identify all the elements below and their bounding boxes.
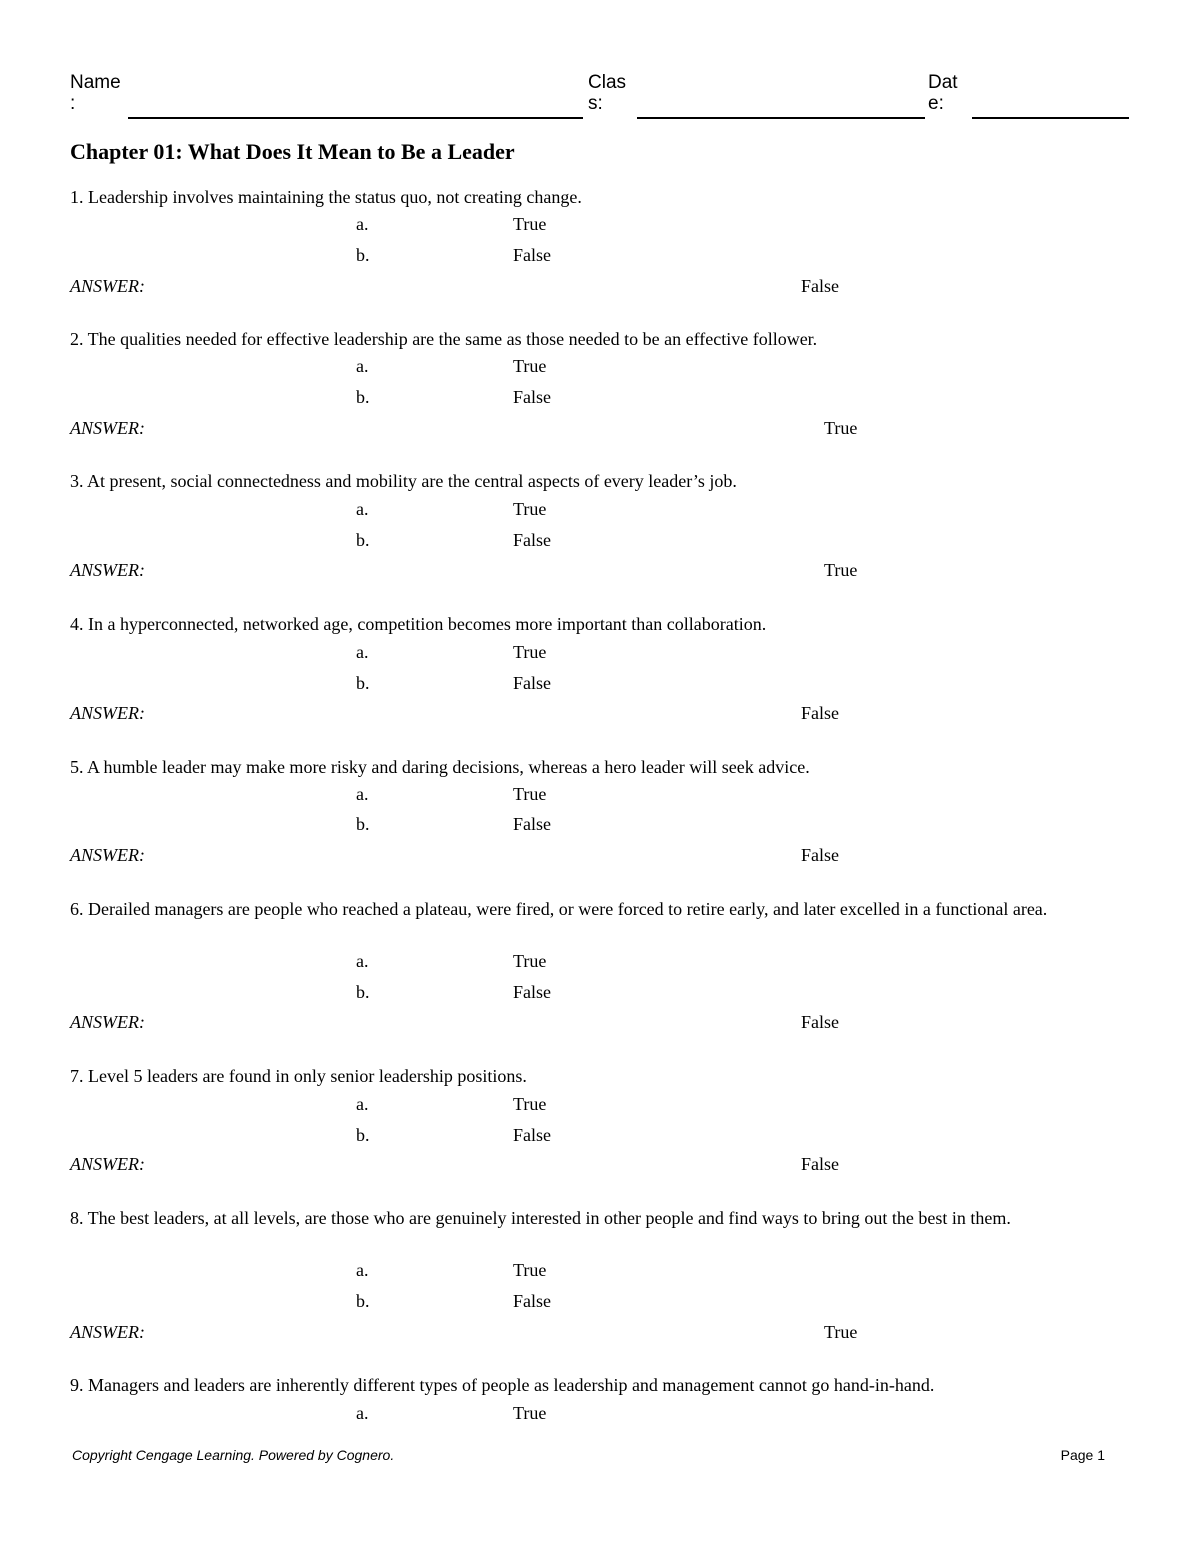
question-text: 5. A humble leader may make more risky and daring decisions, whereas a hero leader will seek advice. bbox=[70, 757, 810, 777]
question-text: 3. At present, social connectedness and mobility are the central aspects of every leader’s job. bbox=[70, 471, 737, 491]
option-text[interactable]: True bbox=[513, 214, 547, 234]
question-text: 2. The qualities needed for effective leadership are the same as those needed to be an effective follower. bbox=[70, 329, 818, 349]
answer-value: False bbox=[801, 1154, 839, 1174]
option-letter: b. bbox=[356, 982, 370, 1002]
option-text[interactable]: True bbox=[513, 1094, 547, 1114]
option-text[interactable]: True bbox=[513, 1260, 547, 1280]
option-text[interactable]: True bbox=[513, 356, 547, 376]
option-text[interactable]: False bbox=[513, 814, 551, 834]
question-text: 8. The best leaders, at all levels, are those who are genuinely interested in other people and find ways to bring out the best in them. bbox=[70, 1208, 1011, 1228]
answer-value: False bbox=[801, 276, 839, 296]
option-text[interactable]: False bbox=[513, 245, 551, 265]
option-letter: b. bbox=[356, 1291, 370, 1311]
class-label-line2: s: bbox=[588, 93, 603, 114]
option-text[interactable]: True bbox=[513, 642, 547, 662]
answer-value: True bbox=[824, 1322, 858, 1342]
option-letter: a. bbox=[356, 642, 369, 662]
copyright-footer: Copyright Cengage Learning. Powered by Cognero. bbox=[72, 1447, 395, 1463]
option-letter: b. bbox=[356, 530, 370, 550]
option-letter: a. bbox=[356, 1403, 369, 1423]
option-letter: b. bbox=[356, 245, 370, 265]
option-letter: a. bbox=[356, 1094, 369, 1114]
answer-value: True bbox=[824, 418, 858, 438]
option-text[interactable]: True bbox=[513, 951, 547, 971]
option-letter: b. bbox=[356, 673, 370, 693]
date-label-line1: Dat bbox=[928, 72, 958, 93]
question-text: 9. Managers and leaders are inherently different types of people as leadership and management cannot go hand-in-hand. bbox=[70, 1375, 935, 1395]
option-text[interactable]: False bbox=[513, 982, 551, 1002]
answer-label: ANSWER: bbox=[70, 1154, 145, 1174]
option-text[interactable]: False bbox=[513, 1291, 551, 1311]
date-field-label bbox=[928, 72, 958, 114]
option-text[interactable]: False bbox=[513, 530, 551, 550]
page-number: Page 1 bbox=[1060, 1447, 1105, 1463]
option-letter: a. bbox=[356, 356, 369, 376]
chapter-title: Chapter 01: What Does It Mean to Be a Leader bbox=[70, 139, 515, 164]
name-label-line1: Name bbox=[70, 72, 121, 93]
class-field-label bbox=[588, 72, 626, 114]
class-input-line[interactable] bbox=[637, 117, 925, 119]
option-letter: a. bbox=[356, 214, 369, 234]
answer-value: False bbox=[801, 845, 839, 865]
option-text[interactable]: True bbox=[513, 1403, 547, 1423]
option-text[interactable]: True bbox=[513, 499, 547, 519]
date-input-line[interactable] bbox=[972, 117, 1129, 119]
answer-value: False bbox=[801, 1012, 839, 1032]
option-letter: b. bbox=[356, 814, 370, 834]
question-text: 6. Derailed managers are people who reached a plateau, were fired, or were forced to retire early, and later excelled in a functional area. bbox=[70, 899, 1048, 919]
answer-label: ANSWER: bbox=[70, 1012, 145, 1032]
option-letter: a. bbox=[356, 784, 369, 804]
option-text[interactable]: False bbox=[513, 1125, 551, 1145]
answer-label: ANSWER: bbox=[70, 845, 145, 865]
name-field-label bbox=[70, 72, 121, 114]
option-text[interactable]: True bbox=[513, 784, 547, 804]
answer-label: ANSWER: bbox=[70, 276, 145, 296]
option-letter: a. bbox=[356, 1260, 369, 1280]
name-label-line2: : bbox=[70, 93, 76, 114]
answer-label: ANSWER: bbox=[70, 560, 145, 580]
answer-value: True bbox=[824, 560, 858, 580]
option-text[interactable]: False bbox=[513, 673, 551, 693]
answer-value: False bbox=[801, 703, 839, 723]
option-text[interactable]: False bbox=[513, 387, 551, 407]
answer-label: ANSWER: bbox=[70, 1322, 145, 1342]
question-text: 4. In a hyperconnected, networked age, competition becomes more important than collaboration. bbox=[70, 614, 767, 634]
class-label-line1: Clas bbox=[588, 72, 627, 93]
answer-label: ANSWER: bbox=[70, 418, 145, 438]
answer-label: ANSWER: bbox=[70, 703, 145, 723]
option-letter: b. bbox=[356, 387, 370, 407]
option-letter: b. bbox=[356, 1125, 370, 1145]
name-input-line[interactable] bbox=[128, 117, 583, 119]
option-letter: a. bbox=[356, 951, 369, 971]
question-text: 7. Level 5 leaders are found in only senior leadership positions. bbox=[70, 1066, 527, 1086]
question-text: 1. Leadership involves maintaining the status quo, not creating change. bbox=[70, 187, 582, 207]
date-label-line2: e: bbox=[928, 93, 944, 114]
option-letter: a. bbox=[356, 499, 369, 519]
